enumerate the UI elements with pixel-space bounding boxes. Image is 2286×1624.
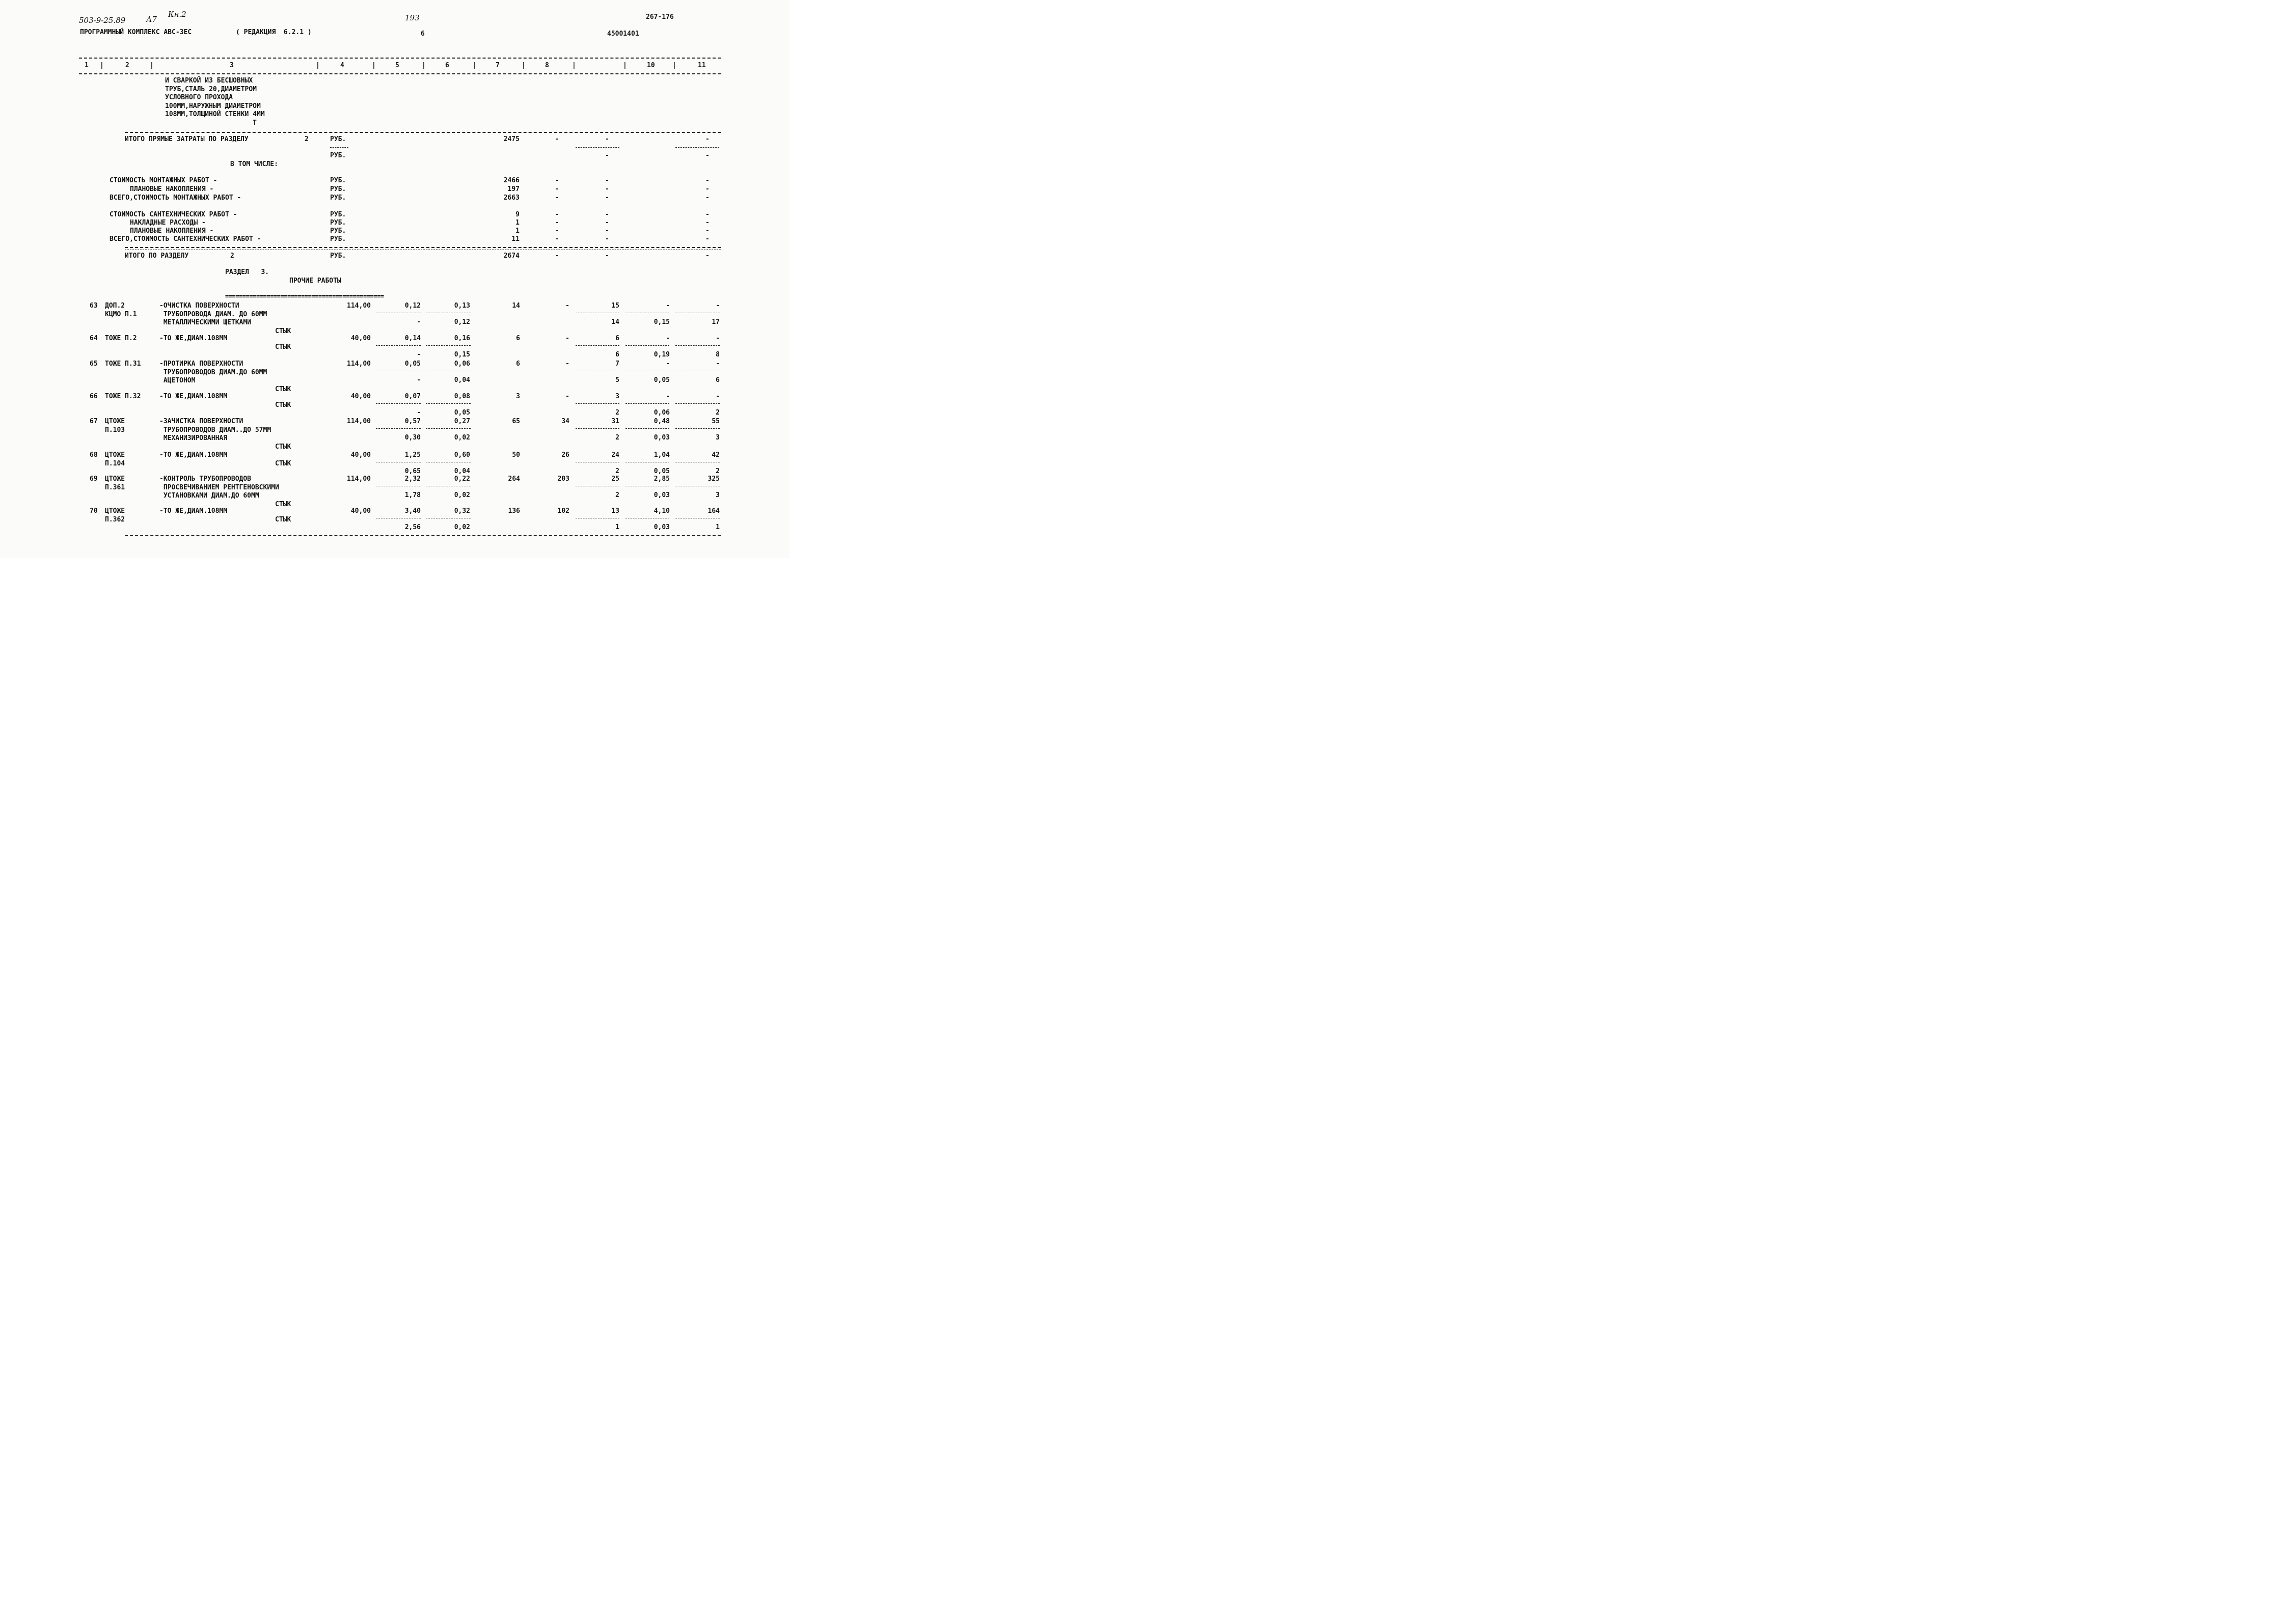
- row-number: 66: [90, 393, 98, 400]
- row-c6: 0,60: [454, 451, 470, 459]
- section-total-label: ИТОГО ПО РАЗДЕЛУ: [125, 252, 189, 260]
- row-c10-secondary: 0,03: [654, 524, 670, 531]
- row-c9-secondary: 2: [615, 409, 619, 417]
- row-c5: 0,12: [404, 302, 421, 310]
- row-c10-secondary: 0,03: [654, 491, 670, 499]
- row-c6: 0,27: [454, 418, 470, 425]
- row-number: 70: [90, 507, 98, 515]
- row-c11-secondary: 2: [716, 467, 720, 475]
- row-c11: -: [716, 335, 720, 342]
- page-number: 193: [405, 13, 420, 22]
- row-c9-secondary: 2: [615, 491, 619, 499]
- row-description: -ТО ЖЕ,ДИАМ.108ММ: [159, 335, 228, 342]
- row-c7: 136: [508, 507, 520, 515]
- row-number: 68: [90, 451, 98, 459]
- row-quantity: 40,00: [350, 507, 371, 515]
- row-c7: 3: [516, 393, 520, 400]
- row-c10: -: [666, 360, 670, 368]
- sheet-code: 267-176: [646, 13, 674, 21]
- sheet-number: 6: [421, 30, 425, 38]
- row-c10: 0,48: [654, 418, 670, 425]
- handwritten-code: 503-9-25.89: [79, 16, 126, 25]
- row-c11: 42: [712, 451, 720, 459]
- row-c9: 3: [615, 393, 619, 400]
- row-description: -ОЧИСТКА ПОВЕРХНОСТИ ТРУБОПРОВОДА ДИАМ. ДО 60ММ МЕТАЛЛИЧЕСКИМИ ЩЕТКАМИ: [159, 302, 267, 326]
- row-c8: -: [565, 393, 569, 400]
- row-code: ЦТОЖЕ: [105, 451, 125, 459]
- row-c10: 1,04: [654, 451, 670, 459]
- row-quantity: 40,00: [350, 393, 371, 400]
- row-c9: 13: [611, 507, 619, 515]
- section3-title: ПРОЧИЕ РАБОТЫ: [289, 277, 341, 285]
- row-c5-secondary: -: [417, 318, 421, 326]
- row-description: -ПРОТИРКА ПОВЕРХНОСТИ ТРУБОПРОВОДОВ ДИАМ.ДО 60ММ АЦЕТОНОМ: [159, 360, 267, 384]
- col-10: 10: [647, 62, 655, 69]
- row-description: -ТО ЖЕ,ДИАМ.108ММ: [159, 507, 228, 515]
- row-c9-secondary: 1: [615, 524, 619, 531]
- row-code: ТОЖЕ П.31: [105, 360, 141, 368]
- direct-total-label: ИТОГО ПРЯМЫЕ ЗАТРАТЫ ПО РАЗДЕЛУ: [125, 135, 249, 143]
- section-total-value: 2674: [503, 252, 520, 260]
- row-quantity: 114,00: [347, 302, 371, 310]
- row-c10-secondary: 0,03: [654, 434, 670, 442]
- in-that-label: В ТОМ ЧИСЛЕ:: [230, 160, 278, 168]
- row-c5-secondary: -: [417, 376, 421, 384]
- row-c10-secondary: 0,15: [654, 318, 670, 326]
- row-c6-secondary: 0,02: [454, 524, 470, 531]
- row-c10: 4,10: [654, 507, 670, 515]
- row-number: 65: [90, 360, 98, 368]
- row-c5-secondary: 2,56: [404, 524, 421, 531]
- row-c11: -: [716, 302, 720, 310]
- row-code-secondary: П.103: [105, 426, 125, 434]
- row-number: 67: [90, 418, 98, 425]
- row-c6: 0,08: [454, 393, 470, 400]
- row-c6: 0,16: [454, 335, 470, 342]
- row-unit: СТЫК: [275, 385, 291, 393]
- row-description: -ТО ЖЕ,ДИАМ.108ММ: [159, 393, 228, 400]
- footer-rule: [125, 535, 721, 536]
- row-c6-secondary: 0,12: [454, 318, 470, 326]
- row-quantity: 114,00: [347, 475, 371, 483]
- row-c5-secondary: -: [417, 409, 421, 417]
- row-unit: СТЫК: [275, 327, 291, 335]
- row-quantity: 40,00: [350, 451, 371, 459]
- row-code-secondary: КЦМО П.1: [105, 311, 137, 318]
- row-c6-secondary: 0,15: [454, 351, 470, 359]
- row-c7: 264: [508, 475, 520, 483]
- row-c10: -: [666, 335, 670, 342]
- row-number: 64: [90, 335, 98, 342]
- row-c6-secondary: 0,02: [454, 491, 470, 499]
- col-7: 7: [496, 62, 500, 69]
- row-c6-secondary: 0,04: [454, 467, 470, 475]
- section3-label: РАЗДЕЛ 3.: [225, 268, 269, 276]
- row-quantity: 40,00: [350, 335, 371, 342]
- row-c11: -: [716, 393, 720, 400]
- handwritten-book: Кн.2: [168, 10, 186, 19]
- header-rule-bottom: [79, 73, 721, 74]
- row-c7: 50: [512, 451, 520, 459]
- row-c6: 0,06: [454, 360, 470, 368]
- row-code: ЦТОЖЕ: [105, 418, 125, 425]
- row-c8: 34: [561, 418, 569, 425]
- row-c5: 0,57: [404, 418, 421, 425]
- row-c9: 6: [615, 335, 619, 342]
- row-c11-secondary: 6: [716, 376, 720, 384]
- col-3: 3: [230, 62, 234, 69]
- row-c9: 31: [611, 418, 619, 425]
- document-page: 503-9-25.89 А7 Кн.2 193 267-176 ПРОГРАММНЫЙ КОМПЛЕКС АВС-3ЕС ( РЕДАКЦИЯ 6.2.1 ) 6 45001401 1 2 3 4 5 6 7 8 10 11 | | | | | | | | | | И СВАРКОЙ ИЗ БЕСШОВНЫХ ТРУБ,СТАЛЬ 20,ДИАМЕТРОМ УСЛОВНОГО ПРОХОДА 100ММ,НАРУЖНЫМ ДИАМЕТРОМ 108ММ,ТОЛЩИНОЙ СТЕНКИ 4ММ Т ИТОГО ПРЯМЫЕ ЗАТРАТЫ ПО РАЗДЕЛУ 2 РУБ. 2475 - - - РУБ. - - В ТОМ ЧИСЛЕ: СТОИМОСТЬ МОНТАЖНЫХ РАБОТ - РУБ. 2466 - - - ПЛАНОВЫЕ НАКОПЛЕНИЯ - РУБ. 197 - - - ВСЕГО,СТОИМОСТЬ МОНТАЖНЫХ РАБОТ - РУБ. 2663 - - - СТОИМОСТЬ САНТЕХНИЧЕСКИХ РАБОТ - РУБ. 9 - - - НАКЛАДНЫЕ РАСХОДЫ - РУБ. 1 - - - ПЛАНОВЫЕ НАКОПЛЕНИЯ - РУБ. 1 - - - ВСЕГО,СТОИМОСТЬ САНТЕХНИЧЕСКИХ РАБОТ - РУБ. 11 - - - ИТОГО ПО РАЗДЕЛУ 2 РУБ. 2674 - - - РАЗДЕЛ 3. ПРОЧИЕ РАБОТЫ ============================================== 63 ДОП.2 КЦМО П.1 -ОЧИСТКА ПОВЕРХНОСТИ ТРУБОПРОВОДА ДИАМ. ДО 60ММ МЕТАЛЛИЧЕСКИМИ ЩЕТКАМИ СТЫК 114,00 0,12 0,13 14 - 15 - - - 0,12 14 0,15 17 64 ТОЖЕ П.2 -ТО ЖЕ,ДИАМ.108ММ СТЫК 40,00 0,14 0,16 6 - 6 - - - 0,15 6 0,19 8 65 ТОЖЕ П.31 -ПРОТИРКА ПОВЕРХНОСТИ ТРУБОПРОВОДОВ ДИАМ.ДО 60ММ АЦЕТОНОМ СТЫК 114,00 0,05 0,06 6 - 7 - - - 0,04 5 0,05 6 66 ТОЖЕ П.32 -ТО ЖЕ,ДИАМ.108ММ СТЫК 40,00 0,07 0,08 3 - 3 - - - 0,05 2 0,06 2 67 ЦТОЖЕ П.103 -ЗАЧИСТКА ПОВЕРХНОСТИ ТРУБОПРОВОДОВ ДИАМ..ДО 57ММ МЕХАНИЗИРОВАННАЯ СТЫК 114,00 0,57 0,27 65 34 31 0,48 55 0,30 0,02 2 0,03 3 68 ЦТОЖЕ П.104 -ТО ЖЕ,ДИАМ.108ММ СТЫК 40,00 1,25 0,60 50 26 24 1,04 42 0,65 0,04 2 0,05 2 69 ЦТОЖЕ П.361 -КОНТРОЛЬ ТРУБОПРОВОДОВ ПРОСВЕЧИВАНИЕМ РЕНТГЕНОВСКИМИ УСТАНОВКАМИ ДИАМ.ДО 60ММ СТЫК 114,00 2,32 0,22 264 203 25 2,85 325 1,78 0,02 2 0,03 3 70 ЦТОЖЕ П.362 -ТО ЖЕ,ДИАМ.108ММ СТЫК 40,00 3,40 0,32 136 102 13 4,10 164 2,56 0,02 1 0,03 1: [0, 0, 790, 558]
- row-code-secondary: П.362: [105, 516, 125, 524]
- intro-text: И СВАРКОЙ ИЗ БЕСШОВНЫХ ТРУБ,СТАЛЬ 20,ДИАМЕТРОМ УСЛОВНОГО ПРОХОДА 100ММ,НАРУЖНЫМ ДИАМЕТРОМ 108ММ,ТОЛЩИНОЙ СТЕНКИ 4ММ Т: [165, 77, 265, 127]
- col-11: 11: [698, 62, 706, 69]
- row-c9: 24: [611, 451, 619, 459]
- row-c10-secondary: 0,19: [654, 351, 670, 359]
- col-2: 2: [125, 62, 129, 69]
- direct-total-section: 2: [305, 135, 309, 143]
- row-c11-secondary: 8: [716, 351, 720, 359]
- row-c8: 102: [557, 507, 569, 515]
- row-c7: 65: [512, 418, 520, 425]
- row-code: ТОЖЕ П.32: [105, 393, 141, 400]
- program-title: ПРОГРАММНЫЙ КОМПЛЕКС АВС-3ЕС: [80, 29, 192, 36]
- row-c5: 0,07: [404, 393, 421, 400]
- row-unit: СТЫК: [275, 401, 291, 409]
- row-code-secondary: П.104: [105, 460, 125, 467]
- row-c6: 0,32: [454, 507, 470, 515]
- row-c6-secondary: 0,05: [454, 409, 470, 417]
- row-c9-secondary: 6: [615, 351, 619, 359]
- row-c10-secondary: 0,05: [654, 376, 670, 384]
- row-c5: 2,32: [404, 475, 421, 483]
- row-c5-secondary: 0,30: [404, 434, 421, 442]
- row-c5: 0,14: [404, 335, 421, 342]
- col-8: 8: [545, 62, 549, 69]
- row-c10: -: [666, 302, 670, 310]
- doc-number: 45001401: [607, 30, 639, 38]
- col-4: 4: [340, 62, 344, 69]
- row-unit: СТЫК: [275, 443, 291, 451]
- row-code: ТОЖЕ П.2: [105, 335, 137, 342]
- row-description: -КОНТРОЛЬ ТРУБОПРОВОДОВ ПРОСВЕЧИВАНИЕМ РЕНТГЕНОВСКИМИ УСТАНОВКАМИ ДИАМ.ДО 60ММ: [159, 475, 279, 500]
- row-code: ДОП.2: [105, 302, 125, 310]
- section3-separator: ==============================================: [225, 293, 384, 300]
- row-code-secondary: П.361: [105, 484, 125, 491]
- row-c9: 15: [611, 302, 619, 310]
- row-c6-secondary: 0,02: [454, 434, 470, 442]
- row-unit: СТЫК: [275, 459, 291, 467]
- row-c8: 26: [561, 451, 569, 459]
- row-c7: 6: [516, 360, 520, 368]
- row-code: ЦТОЖЕ: [105, 507, 125, 515]
- row-c6: 0,13: [454, 302, 470, 310]
- row-c9-secondary: 2: [615, 467, 619, 475]
- row-c9-secondary: 14: [611, 318, 619, 326]
- row-c6: 0,22: [454, 475, 470, 483]
- row-c5-secondary: 1,78: [404, 491, 421, 499]
- row-unit: СТЫК: [275, 343, 291, 351]
- row-c5-secondary: 0,65: [404, 467, 421, 475]
- handwritten-album: А7: [146, 15, 157, 24]
- col-5: 5: [395, 62, 399, 69]
- row-c11-secondary: 1: [716, 524, 720, 531]
- row-c5: 0,05: [404, 360, 421, 368]
- row-c11: 325: [707, 475, 720, 483]
- row-c9: 25: [611, 475, 619, 483]
- row-number: 63: [90, 302, 98, 310]
- row-c10-secondary: 0,06: [654, 409, 670, 417]
- row-c11: -: [716, 360, 720, 368]
- row-c8: -: [565, 302, 569, 310]
- row-quantity: 114,00: [347, 360, 371, 368]
- row-description: -ТО ЖЕ,ДИАМ.108ММ: [159, 451, 228, 459]
- row-c9-secondary: 5: [615, 376, 619, 384]
- row-c9-secondary: 2: [615, 434, 619, 442]
- col-6: 6: [445, 62, 449, 69]
- edition: ( РЕДАКЦИЯ 6.2.1 ): [236, 29, 312, 36]
- row-c7: 14: [512, 302, 520, 310]
- row-c9: 7: [615, 360, 619, 368]
- row-description: -ЗАЧИСТКА ПОВЕРХНОСТИ ТРУБОПРОВОДОВ ДИАМ..ДО 57ММ МЕХАНИЗИРОВАННАЯ: [159, 418, 271, 442]
- row-c8: 203: [557, 475, 569, 483]
- row-c6-secondary: 0,04: [454, 376, 470, 384]
- row-c11-secondary: 17: [712, 318, 720, 326]
- row-unit: СТЫК: [275, 500, 291, 508]
- col-1: 1: [85, 62, 89, 69]
- row-c11: 164: [707, 507, 720, 515]
- row-c11-secondary: 2: [716, 409, 720, 417]
- row-unit: СТЫК: [275, 515, 291, 524]
- row-c11-secondary: 3: [716, 434, 720, 442]
- header-rule-top: [79, 58, 721, 59]
- row-c11: 55: [712, 418, 720, 425]
- row-quantity: 114,00: [347, 418, 371, 425]
- row-c8: -: [565, 360, 569, 368]
- row-c5-secondary: -: [417, 351, 421, 359]
- direct-total-value: 2475: [503, 135, 520, 143]
- row-c10-secondary: 0,05: [654, 467, 670, 475]
- row-c10: 2,85: [654, 475, 670, 483]
- row-c11-secondary: 3: [716, 491, 720, 499]
- row-c5: 1,25: [404, 451, 421, 459]
- row-c7: 6: [516, 335, 520, 342]
- row-c10: -: [666, 393, 670, 400]
- row-c8: -: [565, 335, 569, 342]
- row-code: ЦТОЖЕ: [105, 475, 125, 483]
- row-number: 69: [90, 475, 98, 483]
- row-c5: 3,40: [404, 507, 421, 515]
- column-header: 1 2 3 4 5 6 7 8 10 11 | | | | | | | | | |: [85, 62, 706, 69]
